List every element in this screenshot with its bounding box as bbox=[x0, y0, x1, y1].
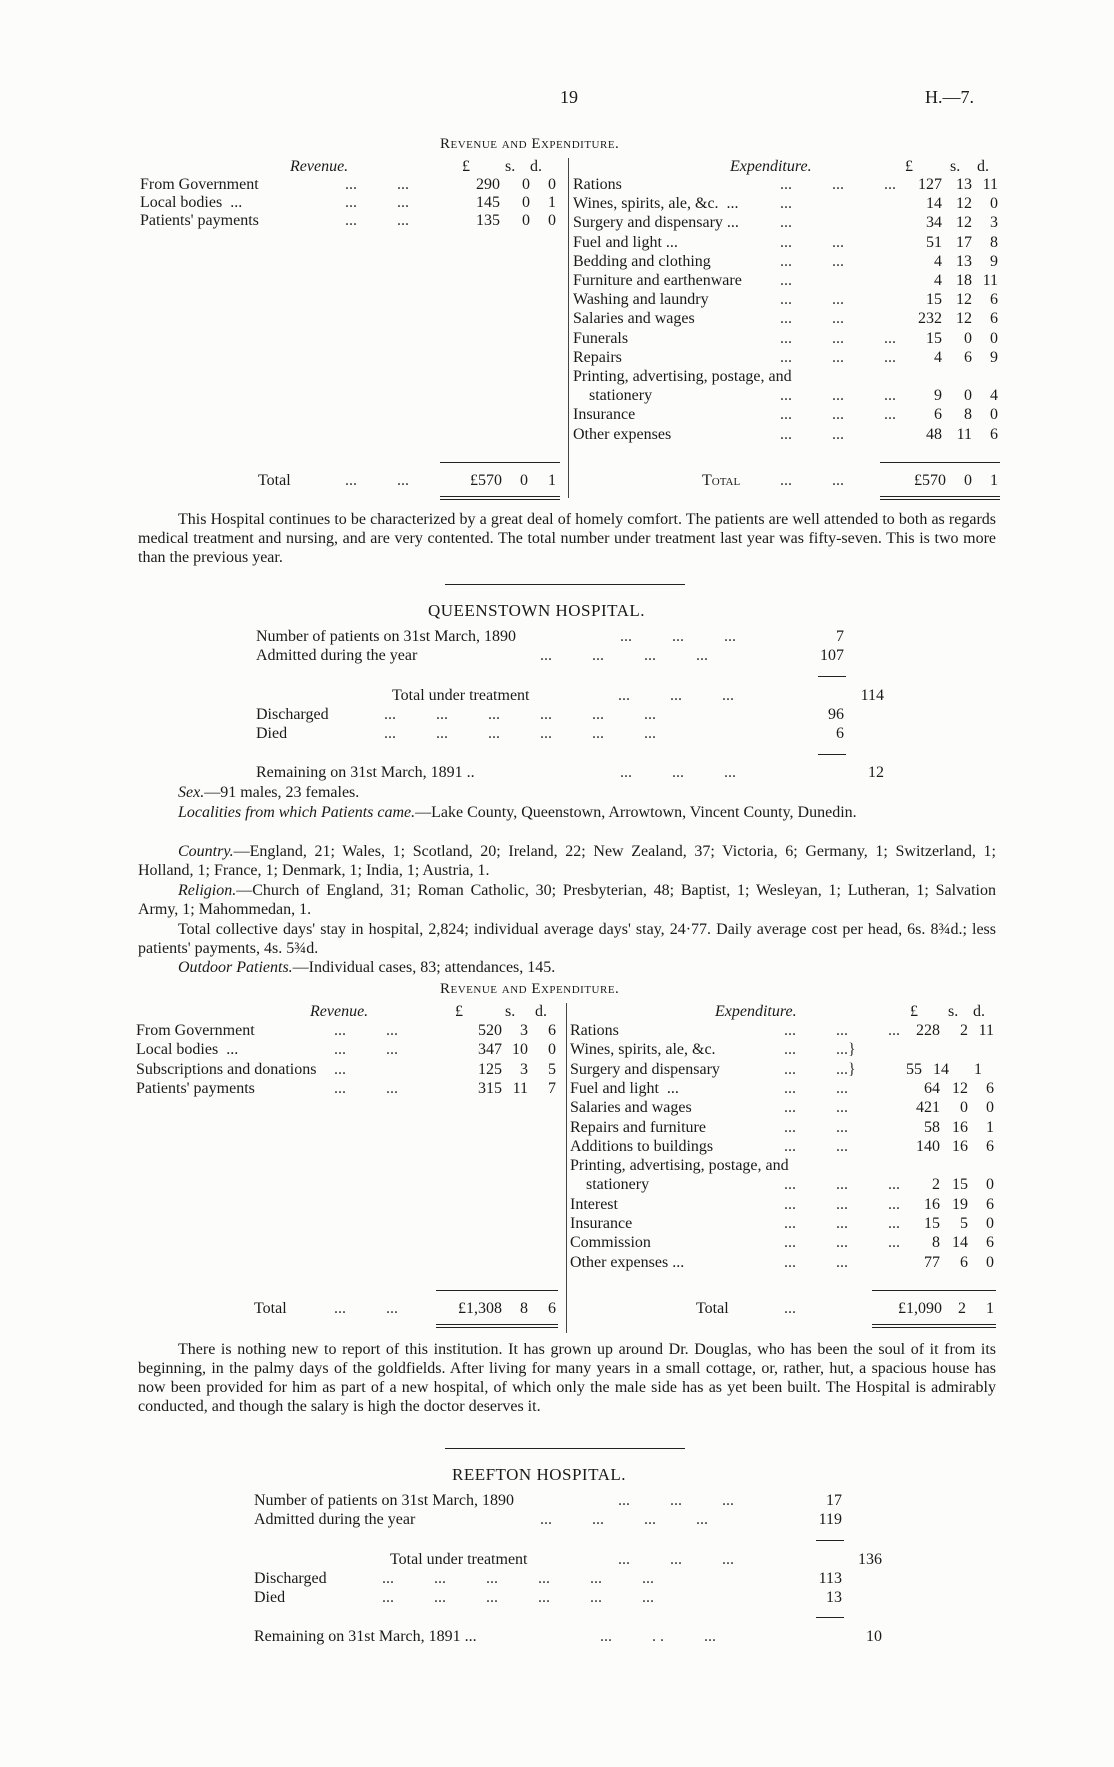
q-expenditure-row-shillings: 12 bbox=[952, 1079, 968, 1097]
q-exp-col-pound: £ bbox=[910, 1003, 918, 1020]
q-expenditure-row-shillings: 2 bbox=[960, 1022, 968, 1039]
s1-expenditure-row-pence: 4 bbox=[990, 387, 998, 405]
q-expenditure-row-dots: ... ... ... bbox=[784, 1022, 900, 1039]
q-revenue-total-rule bbox=[436, 1290, 558, 1291]
q-expenditure-row-pence: 11 bbox=[978, 1022, 994, 1039]
r-admitted-dots: ... ... ... ... bbox=[540, 1511, 708, 1528]
q-expenditure-row-pounds: 8 bbox=[932, 1234, 940, 1252]
q-expenditure-total-rule bbox=[872, 1290, 996, 1291]
s1-expenditure-double-rule-b bbox=[880, 499, 1000, 500]
q-died-label: Died bbox=[256, 725, 288, 742]
q-expenditure-row-pounds: 140 bbox=[916, 1137, 940, 1155]
s1-expenditure-row-label: Surgery and dispensary ... bbox=[573, 214, 739, 232]
q-stay: Total collective days' stay in hospital, 2,824; individual average days' stay, 24·77. Daily average cost per head, 6s. 8¾d.; less patients' payments, 4s. 5¾d. bbox=[138, 921, 996, 957]
q-expenditure-row-pounds: 2 bbox=[932, 1176, 940, 1194]
q-remaining-dots: ... ... ... bbox=[620, 764, 736, 781]
s1-col-d: d. bbox=[530, 158, 542, 175]
q-admitted-value: 107 bbox=[820, 647, 844, 664]
q-expenditure-row-pounds: 421 bbox=[916, 1099, 940, 1117]
s1-revenue-row-shillings: 0 bbox=[522, 194, 530, 212]
q-sex-text: —91 males, 23 females. bbox=[204, 784, 360, 801]
s1-expenditure-row-dots: ... ... ... bbox=[780, 387, 896, 405]
q-total-dots: ... ... ... bbox=[618, 687, 734, 704]
s1-expenditure-row-pounds: 232 bbox=[918, 310, 942, 328]
r-died-dots: ... ... ... ... ... ... bbox=[382, 1589, 654, 1606]
s1-revenue-row-pence: 0 bbox=[548, 176, 556, 193]
s1-revenue-row-dots: ... ... bbox=[345, 212, 409, 230]
s1-expenditure-row-label: Repairs bbox=[573, 348, 622, 366]
q-localities bbox=[138, 803, 996, 822]
s1-revenue-total-pence: 1 bbox=[548, 472, 556, 489]
q-sum-rule-1 bbox=[818, 676, 846, 677]
s1-expenditure-row-dots: ... ... bbox=[780, 310, 844, 328]
q-expenditure-row-label: Fuel and light ... bbox=[570, 1079, 679, 1097]
s1-revenue-double-rule-a bbox=[440, 496, 560, 497]
s1-expenditure-row-dots: ... ... ... bbox=[780, 406, 896, 424]
q-paragraph: There is nothing new to report of this institution. It has grown up around Dr. Douglas, who has been the soul of it from its beginning, in the palmy days of the goldfields. After living for many years in a small cottage, or, rather, hut, a spacious house has now been provided for him as part of a new hospital, of which only the male side has as yet been built. The Hospital is admirably conducted, and though the salary is high the doctor deserves it. bbox=[138, 1341, 996, 1415]
s1-expenditure-row-pounds: 127 bbox=[918, 176, 942, 193]
s1-expenditure-row-label: Wines, spirits, ale, &c. ... bbox=[573, 195, 739, 213]
r-admitted-label: Admitted during the year bbox=[254, 1511, 416, 1528]
s1-expenditure-row-dots: ... bbox=[780, 272, 792, 289]
s1-expenditure-total-shillings: 0 bbox=[964, 472, 972, 489]
q-expenditure-row-pence: 0 bbox=[986, 1253, 994, 1271]
q-expenditure-row-pence: 0 bbox=[986, 1215, 994, 1232]
q-expenditure-row-pounds: 64 bbox=[924, 1079, 940, 1097]
q-expenditure-row-shillings: 16 bbox=[952, 1118, 968, 1136]
s1-expenditure-row-label: Other expenses bbox=[573, 425, 672, 443]
s1-expenditure-row-dots: ... ... bbox=[780, 252, 844, 270]
r-died-value: 13 bbox=[826, 1589, 842, 1606]
s1-total-label: Total bbox=[258, 472, 291, 489]
s1-revenue-row-shillings: 0 bbox=[522, 212, 530, 230]
q-expenditure-row-shillings: 0 bbox=[960, 1099, 968, 1117]
s1-exp-total-dots: ... ... bbox=[780, 472, 844, 489]
separator-1 bbox=[445, 584, 685, 585]
r-sum-rule-1 bbox=[816, 1540, 844, 1541]
s1-expenditure-row-label: Funerals bbox=[573, 329, 629, 347]
q-revenue-row-dots: ... ... bbox=[334, 1041, 398, 1059]
q-admitted-label: Admitted during the year bbox=[256, 647, 418, 664]
s1-expenditure-row-shillings: 12 bbox=[956, 310, 972, 328]
q-expenditure-row-label: Repairs and furniture bbox=[570, 1118, 706, 1136]
s1-expenditure-total-pounds: £570 bbox=[914, 472, 946, 489]
q-revexp-title: Revenue and Expenditure. bbox=[440, 981, 620, 997]
q-outdoor-label: Outdoor Patients. bbox=[178, 959, 293, 976]
s1-revenue-row-dots: ... ... bbox=[345, 194, 409, 212]
q-revenue-row-pounds: 125 bbox=[478, 1060, 502, 1078]
q-expenditure-row-label: Printing, advertising, postage, and bbox=[570, 1157, 789, 1175]
q-religion bbox=[138, 881, 996, 919]
s1-revenue-row-pounds: 135 bbox=[476, 212, 500, 230]
s1-expenditure-row-pounds: 34 bbox=[926, 214, 942, 232]
q-col-pound: £ bbox=[455, 1003, 463, 1020]
s1-expenditure-row-dots: ... ... ... bbox=[780, 176, 896, 193]
s1-revenue-total-shillings: 0 bbox=[520, 472, 528, 489]
q-revenue-row-pounds: 347 bbox=[478, 1041, 502, 1059]
q-remaining-value: 12 bbox=[868, 764, 884, 781]
s1-column-divider bbox=[568, 158, 569, 498]
q-expenditure-row-label: Wines, spirits, ale, &c. bbox=[570, 1041, 716, 1059]
r-sum-rule-2 bbox=[816, 1617, 844, 1618]
s1-expenditure-row-pence: 0 bbox=[990, 329, 998, 347]
q-expenditure-row-label: Additions to buildings bbox=[570, 1137, 714, 1155]
s1-expenditure-row-pounds: 51 bbox=[926, 233, 942, 251]
q-revenue-row-shillings: 3 bbox=[520, 1060, 528, 1078]
s1-expenditure-row-label: stationery bbox=[573, 387, 653, 405]
queenstown-title: QUEENSTOWN HOSPITAL. bbox=[428, 601, 646, 620]
s1-revenue-row-label: Patients' payments bbox=[140, 212, 259, 230]
q-exp-total-label: Total bbox=[696, 1300, 729, 1317]
q-country-text: —England, 21; Wales, 1; Scotland, 20; Ireland, 22; New Zealand, 37; Victoria, 6; Germany, 1; Switzerland, 1; Holland, 1; France, 1; Denmark, 1; India, 1; Austria, 1. bbox=[138, 843, 996, 879]
s1-revenue-row-dots: ... ... bbox=[345, 176, 409, 193]
s1-expenditure-row-shillings: 18 bbox=[956, 272, 972, 289]
s1-expenditure-row-pence: 9 bbox=[990, 252, 998, 270]
s1-exp-col-s: s. bbox=[950, 158, 961, 175]
q-expenditure-row-label: Interest bbox=[570, 1195, 618, 1213]
q-expenditure-double-rule-b bbox=[872, 1327, 996, 1328]
s1-revenue-double-rule-b bbox=[440, 499, 560, 500]
q-outdoor-text: —Individual cases, 83; attendances, 145. bbox=[292, 959, 556, 976]
s1-expenditure-row-pounds: 4 bbox=[934, 252, 942, 270]
q-expenditure-row-pence: 0 bbox=[986, 1176, 994, 1194]
q-revenue-total-pounds: £1,308 bbox=[458, 1300, 502, 1317]
s1-expenditure-row-pounds: 6 bbox=[934, 406, 942, 424]
r-total-label: Total under treatment bbox=[390, 1551, 528, 1568]
q-exp-col-s: s. bbox=[948, 1003, 959, 1020]
q-expenditure-row-label: Surgery and dispensary bbox=[570, 1060, 720, 1078]
s1-expenditure-row-shillings: 13 bbox=[956, 176, 972, 193]
q-expenditure-row-pence: 6 bbox=[986, 1079, 994, 1097]
r-remaining-dots: ... . . ... bbox=[600, 1628, 716, 1645]
q-exp-total-dots: ... bbox=[784, 1300, 796, 1317]
q-expenditure-row-dots: ... ... bbox=[784, 1118, 848, 1136]
q-bracket-shillings: 14 bbox=[933, 1061, 949, 1078]
q-expenditure-row-dots: ... ... ... bbox=[784, 1176, 900, 1194]
s1-expenditure-row-dots: ... bbox=[780, 214, 792, 232]
q-revenue-row-label: From Government bbox=[136, 1022, 255, 1039]
r-num-patients-value: 17 bbox=[826, 1492, 842, 1509]
s1-expenditure-row-pence: 11 bbox=[982, 176, 998, 193]
q-expenditure-total-pence: 1 bbox=[986, 1300, 994, 1317]
s1-expenditure-row-shillings: 11 bbox=[956, 425, 972, 443]
s1-expenditure-heading: Expenditure. bbox=[730, 158, 812, 175]
q-country-label: Country. bbox=[178, 843, 234, 860]
s1-expenditure-row-pence: 0 bbox=[990, 195, 998, 213]
s1-expenditure-row-pence: 0 bbox=[990, 406, 998, 424]
q-expenditure-row-shillings: 16 bbox=[952, 1137, 968, 1155]
s1-expenditure-row-label: Printing, advertising, postage, and bbox=[573, 368, 792, 385]
q-revenue-row-pence: 5 bbox=[548, 1060, 556, 1078]
q-remaining-label: Remaining on 31st March, 1891 .. bbox=[256, 764, 475, 781]
s1-expenditure-row-dots: ... ... ... bbox=[780, 329, 896, 347]
s1-expenditure-row-pounds: 4 bbox=[934, 348, 942, 366]
s1-exp-total-label: Total bbox=[702, 472, 741, 489]
q-bracket-pence: 1 bbox=[974, 1061, 982, 1078]
section1-title: Revenue and Expenditure. bbox=[440, 136, 620, 152]
q-total-dots: ... ... bbox=[334, 1300, 398, 1317]
q-total-label: Total under treatment bbox=[392, 687, 530, 704]
q-admitted-dots: ... ... ... ... bbox=[540, 647, 708, 664]
q-expenditure-row-shillings: 5 bbox=[960, 1215, 968, 1232]
q-expenditure-row-dots: ... ... ... bbox=[784, 1234, 900, 1252]
q-num-patients-value: 7 bbox=[836, 628, 844, 645]
r-discharged-value: 113 bbox=[818, 1570, 842, 1587]
q-total-label: Total bbox=[254, 1300, 287, 1317]
q-revenue-row-pence: 0 bbox=[548, 1041, 556, 1059]
s1-expenditure-row-pounds: 15 bbox=[926, 329, 942, 347]
q-expenditure-row-label: stationery bbox=[570, 1176, 650, 1194]
q-sex bbox=[178, 784, 359, 802]
q-discharged-label: Discharged bbox=[256, 706, 329, 723]
q-revenue-row-dots: ... ... bbox=[334, 1022, 398, 1039]
document-reference: H.—7. bbox=[925, 87, 974, 107]
r-admitted-value: 119 bbox=[818, 1511, 842, 1528]
s1-col-s: s. bbox=[505, 158, 516, 175]
r-discharged-label: Discharged bbox=[254, 1570, 327, 1587]
s1-expenditure-row-shillings: 8 bbox=[964, 406, 972, 424]
s1-expenditure-row-pounds: 48 bbox=[926, 425, 942, 443]
s1-expenditure-row-pounds: 9 bbox=[934, 387, 942, 405]
s1-revenue-heading: Revenue. bbox=[290, 158, 349, 175]
s1-expenditure-row-pounds: 15 bbox=[926, 291, 942, 309]
q-expenditure-row-pounds: 16 bbox=[924, 1195, 940, 1213]
s1-expenditure-row-label: Insurance bbox=[573, 406, 636, 424]
q-revenue-double-rule-b bbox=[436, 1327, 558, 1328]
page-number: 19 bbox=[560, 87, 578, 107]
s1-expenditure-row-label: Washing and laundry bbox=[573, 291, 709, 309]
q-column-divider bbox=[566, 1003, 567, 1333]
q-revenue-double-rule-a bbox=[436, 1324, 558, 1325]
s1-expenditure-double-rule-a bbox=[880, 496, 1000, 497]
s1-expenditure-row-shillings: 12 bbox=[956, 195, 972, 213]
q-discharged-dots: ... ... ... ... ... ... bbox=[384, 706, 656, 723]
r-num-patients-label: Number of patients on 31st March, 1890 bbox=[254, 1492, 514, 1509]
s1-expenditure-row-dots: ... ... bbox=[780, 233, 844, 251]
q-expenditure-row-label: Rations bbox=[570, 1022, 619, 1039]
s1-expenditure-row-shillings: 13 bbox=[956, 252, 972, 270]
q-expenditure-row-pence: 6 bbox=[986, 1195, 994, 1213]
q-expenditure-heading: Expenditure. bbox=[715, 1003, 797, 1020]
s1-revenue-total-rule bbox=[440, 462, 560, 463]
q-expenditure-row-shillings: 15 bbox=[952, 1176, 968, 1194]
q-expenditure-row-pounds: 228 bbox=[916, 1022, 940, 1039]
s1-expenditure-row-pence: 11 bbox=[982, 272, 998, 289]
q-expenditure-row-dots: ... ... ... bbox=[784, 1215, 900, 1232]
q-revenue-row-label: Patients' payments bbox=[136, 1079, 255, 1097]
q-revenue-heading: Revenue. bbox=[310, 1003, 369, 1020]
s1-expenditure-row-label: Bedding and clothing bbox=[573, 252, 711, 270]
q-expenditure-double-rule-a bbox=[872, 1324, 996, 1325]
q-expenditure-row-pence: 1 bbox=[986, 1118, 994, 1136]
s1-expenditure-row-pence: 8 bbox=[990, 233, 998, 251]
s1-expenditure-row-pounds: 14 bbox=[926, 195, 942, 213]
q-expenditure-row-pounds: 77 bbox=[924, 1253, 940, 1271]
s1-expenditure-row-shillings: 12 bbox=[956, 214, 972, 232]
q-expenditure-total-pounds: £1,090 bbox=[898, 1300, 942, 1317]
q-expenditure-row-dots: ... ... ... bbox=[784, 1195, 900, 1213]
s1-revenue-row-pounds: 145 bbox=[476, 194, 500, 212]
s1-expenditure-row-shillings: 0 bbox=[964, 387, 972, 405]
q-localities-label: Localities from which Patients came. bbox=[178, 804, 416, 821]
q-expenditure-row-dots: ... ... bbox=[784, 1137, 848, 1155]
separator-2 bbox=[445, 1448, 685, 1449]
q-expenditure-row-dots: ... ...} bbox=[784, 1041, 856, 1059]
q-num-patients-dots: ... ... ... bbox=[620, 628, 736, 645]
q-expenditure-row-pounds: 58 bbox=[924, 1118, 940, 1136]
q-revenue-row-shillings: 10 bbox=[512, 1041, 528, 1059]
q-expenditure-row-shillings: 19 bbox=[952, 1195, 968, 1213]
s1-expenditure-row-dots: ... ... ... bbox=[780, 348, 896, 366]
s1-revenue-row-pence: 1 bbox=[548, 194, 556, 212]
s1-col-pound: £ bbox=[462, 158, 470, 175]
s1-expenditure-total-pence: 1 bbox=[990, 472, 998, 489]
q-expenditure-total-shillings: 2 bbox=[958, 1300, 966, 1317]
s1-revenue-row-pence: 0 bbox=[548, 212, 556, 230]
r-num-patients-dots: ... ... ... bbox=[618, 1492, 734, 1509]
s1-revenue-row-label: From Government bbox=[140, 176, 259, 193]
q-revenue-row-dots: ... ... bbox=[334, 1079, 398, 1097]
q-bracket-pounds: 55 bbox=[906, 1061, 922, 1078]
q-expenditure-row-dots: ... ... bbox=[784, 1099, 848, 1117]
q-expenditure-row-shillings: 14 bbox=[952, 1234, 968, 1252]
s1-expenditure-row-pounds: 4 bbox=[934, 272, 942, 289]
q-localities-text: —Lake County, Queenstown, Arrowtown, Vincent County, Dunedin. bbox=[415, 804, 857, 821]
q-expenditure-row-dots: ... ... bbox=[784, 1253, 848, 1271]
q-expenditure-row-label: Salaries and wages bbox=[570, 1099, 692, 1117]
s1-expenditure-row-dots: ... ... bbox=[780, 291, 844, 309]
q-revenue-row-pounds: 520 bbox=[478, 1022, 502, 1039]
q-revenue-row-pounds: 315 bbox=[478, 1079, 502, 1097]
s1-expenditure-row-label: Furniture and earthenware bbox=[573, 272, 742, 289]
s1-revenue-row-label: Local bodies ... bbox=[140, 194, 243, 212]
s1-expenditure-row-pence: 6 bbox=[990, 310, 998, 328]
q-revenue-row-shillings: 3 bbox=[520, 1022, 528, 1039]
s1-expenditure-row-pence: 6 bbox=[990, 291, 998, 309]
q-revenue-row-pence: 6 bbox=[548, 1022, 556, 1039]
s1-expenditure-row-label: Rations bbox=[573, 176, 622, 193]
q-religion-text: —Church of England, 31; Roman Catholic, 30; Presbyterian, 48; Baptist, 1; Wesleyan, 1; Lutheran, 1; Salvation Army, 1; Mahommedan, 1. bbox=[138, 882, 996, 918]
q-expenditure-row-pence: 6 bbox=[986, 1234, 994, 1252]
s1-expenditure-row-label: Fuel and light ... bbox=[573, 233, 678, 251]
q-expenditure-row-shillings: 6 bbox=[960, 1253, 968, 1271]
s1-expenditure-total-rule bbox=[880, 462, 1000, 463]
r-total-dots: ... ... ... bbox=[618, 1551, 734, 1568]
s1-revenue-row-shillings: 0 bbox=[522, 176, 530, 193]
r-remaining-label: Remaining on 31st March, 1891 ... bbox=[254, 1628, 477, 1645]
s1-expenditure-row-shillings: 6 bbox=[964, 348, 972, 366]
s1-expenditure-row-dots: ... bbox=[780, 195, 792, 213]
q-col-d: d. bbox=[535, 1003, 547, 1020]
q-outdoor bbox=[178, 959, 555, 977]
q-revenue-total-pence: 6 bbox=[548, 1300, 556, 1317]
s1-expenditure-row-shillings: 0 bbox=[964, 329, 972, 347]
q-revenue-row-label: Local bodies ... bbox=[136, 1041, 239, 1059]
s1-exp-col-d: d. bbox=[977, 158, 989, 175]
r-died-label: Died bbox=[254, 1589, 286, 1606]
r-total-value: 136 bbox=[858, 1551, 882, 1568]
q-expenditure-row-label: Other expenses ... bbox=[570, 1253, 685, 1271]
s1-revenue-row-pounds: 290 bbox=[476, 176, 500, 193]
s1-paragraph: This Hospital continues to be characterized by a great deal of homely comfort. The patients are well attended to both as regards medical treatment and nursing, and are very contented. The total number under treatment last year was fifty-seven. This is two more than the previous year. bbox=[138, 511, 996, 566]
q-exp-col-d: d. bbox=[973, 1003, 985, 1020]
s1-expenditure-row-pence: 9 bbox=[990, 348, 998, 366]
q-revenue-total-shillings: 8 bbox=[520, 1300, 528, 1317]
s1-expenditure-row-shillings: 17 bbox=[956, 233, 972, 251]
q-discharged-value: 96 bbox=[828, 706, 844, 723]
s1-total-dots: ... ... bbox=[345, 472, 409, 489]
q-revenue-row-label: Subscriptions and donations bbox=[136, 1060, 317, 1078]
q-expenditure-row-label: Commission bbox=[570, 1234, 651, 1252]
s1-expenditure-row-pence: 6 bbox=[990, 425, 998, 443]
q-died-dots: ... ... ... ... ... ... bbox=[384, 725, 656, 742]
s1-exp-col-pound: £ bbox=[905, 158, 913, 175]
q-revenue-row-shillings: 11 bbox=[512, 1079, 528, 1097]
q-num-patients-label: Number of patients on 31st March, 1890 bbox=[256, 628, 516, 645]
q-expenditure-row-pence: 0 bbox=[986, 1099, 994, 1117]
s1-expenditure-row-dots: ... ... bbox=[780, 425, 844, 443]
q-sex-label: Sex. bbox=[178, 784, 205, 801]
q-expenditure-row-dots: ... ...} bbox=[784, 1060, 856, 1078]
q-expenditure-row-label: Insurance bbox=[570, 1215, 633, 1232]
q-revenue-row-dots: ... bbox=[334, 1060, 346, 1078]
q-country bbox=[138, 842, 996, 880]
q-total-value: 114 bbox=[860, 687, 884, 704]
q-expenditure-row-pounds: 15 bbox=[924, 1215, 940, 1232]
q-col-s: s. bbox=[505, 1003, 516, 1020]
r-remaining-value: 10 bbox=[866, 1628, 882, 1645]
q-revenue-row-pence: 7 bbox=[548, 1079, 556, 1097]
q-sum-rule-2 bbox=[818, 754, 846, 755]
q-died-value: 6 bbox=[836, 725, 844, 742]
q-religion-label: Religion. bbox=[178, 882, 237, 899]
s1-expenditure-row-label: Salaries and wages bbox=[573, 310, 695, 328]
s1-expenditure-row-pence: 3 bbox=[990, 214, 998, 232]
q-expenditure-row-dots: ... ... bbox=[784, 1079, 848, 1097]
r-discharged-dots: ... ... ... ... ... ... bbox=[382, 1570, 654, 1587]
s1-expenditure-row-shillings: 12 bbox=[956, 291, 972, 309]
reefton-title: REEFTON HOSPITAL. bbox=[452, 1465, 627, 1484]
s1-revenue-total-pounds: £570 bbox=[470, 472, 502, 489]
q-expenditure-row-pence: 6 bbox=[986, 1137, 994, 1155]
